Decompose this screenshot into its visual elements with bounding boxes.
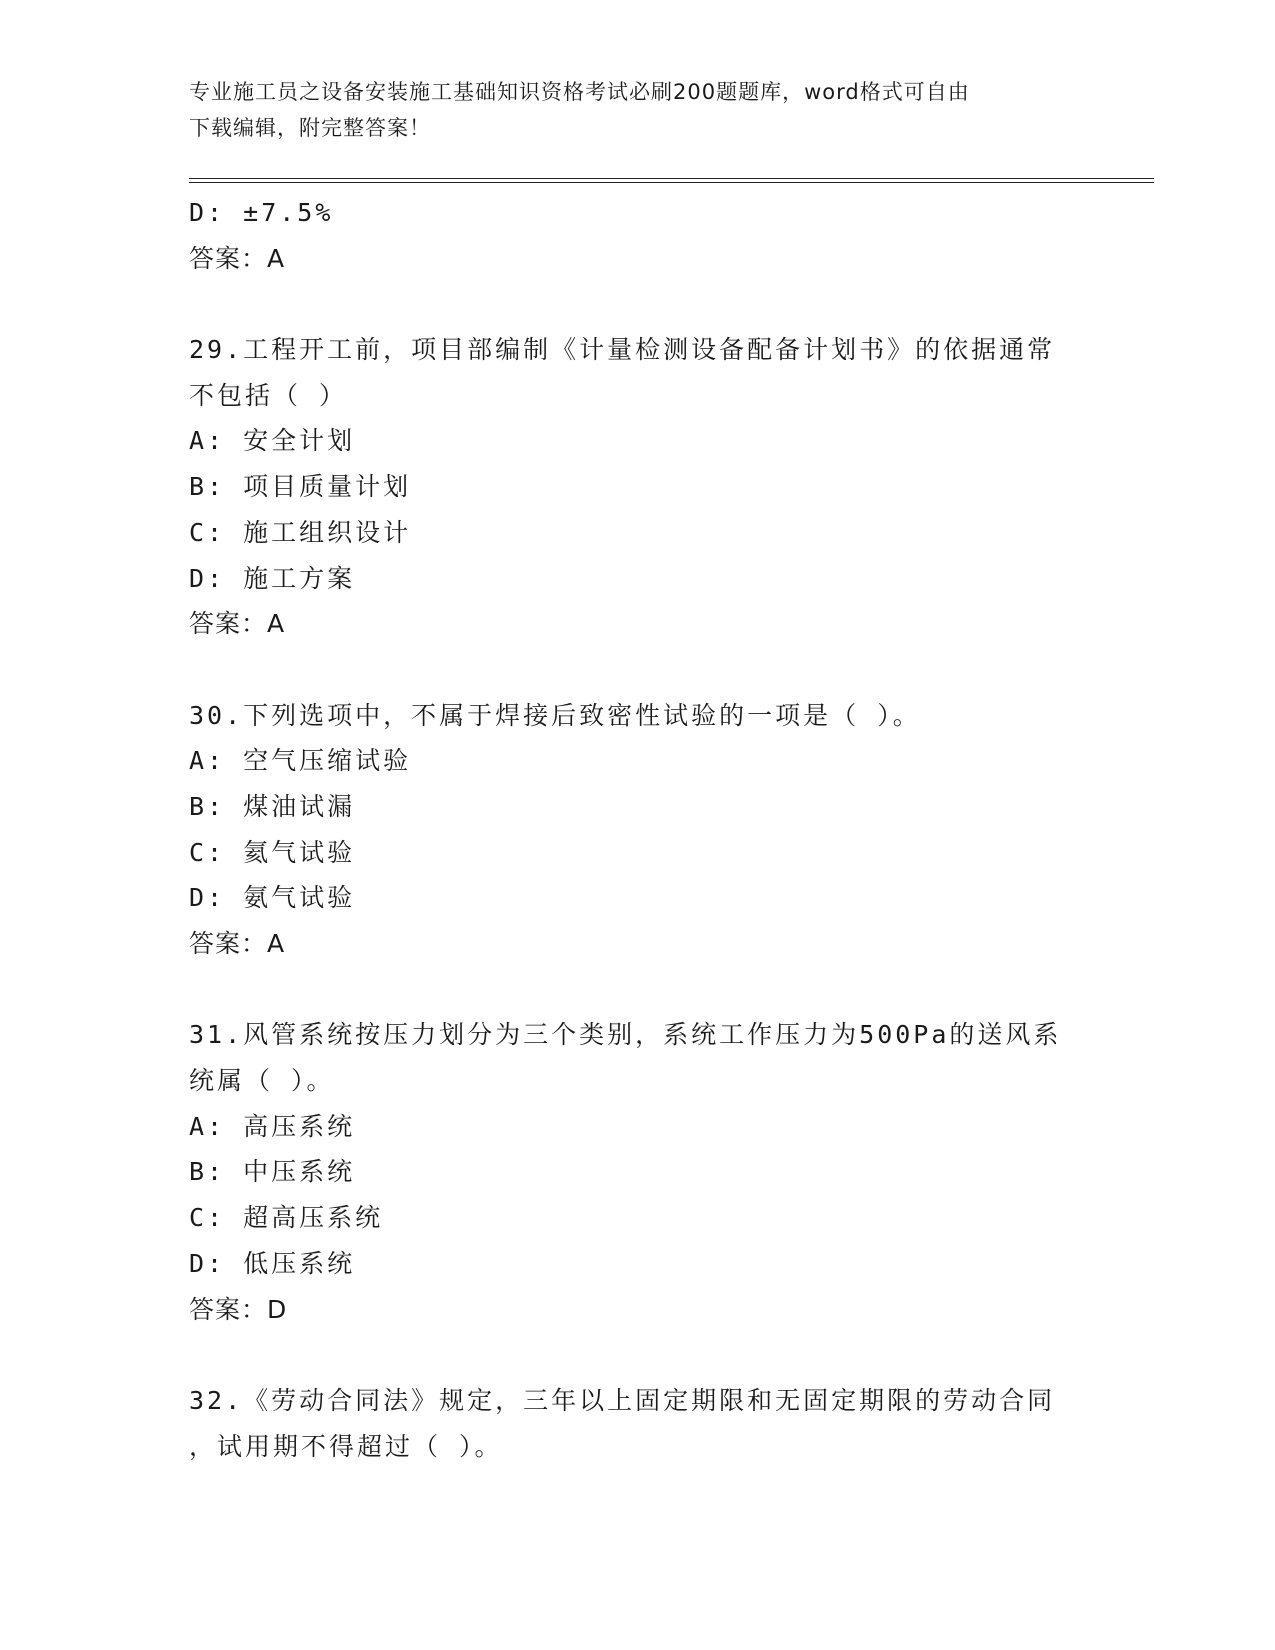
option-d: D: 低压系统 xyxy=(189,1248,356,1278)
header-divider-bottom xyxy=(189,182,1154,183)
option-b: B: 中压系统 xyxy=(189,1157,356,1187)
option-a: A: 空气压缩试验 xyxy=(189,746,412,776)
question-stem: 30.下列选项中，不属于焊接后致密性试验的一项是（ ）。 xyxy=(189,700,921,730)
question-stem-continued: 统属（ ）。 xyxy=(189,1066,335,1096)
header-divider-top xyxy=(189,178,1154,179)
option-c: C: 氦气试验 xyxy=(189,837,356,867)
question-32 xyxy=(189,1378,1089,1469)
question-30 xyxy=(189,693,1089,967)
question-stem-continued: ，试用期不得超过（ ）。 xyxy=(189,1431,503,1461)
option-c: C: 超高压系统 xyxy=(189,1203,384,1233)
option-a: A: 安全计划 xyxy=(189,426,356,456)
option-d: D: ±7.5% xyxy=(189,198,334,227)
header-line-2: 下载编辑，附完整答案！ xyxy=(189,116,431,140)
answer-line: 答案：A xyxy=(189,929,286,958)
answer-line: 答案：D xyxy=(189,1294,288,1324)
option-c: C: 施工组织设计 xyxy=(189,517,412,547)
page-header xyxy=(189,74,1069,146)
option-b: B: 项目质量计划 xyxy=(189,472,412,502)
header-line-1: 专业施工员之设备安装施工基础知识资格考试必刷200题题库，word格式可自由 xyxy=(189,80,970,104)
answer-line: 答案：A xyxy=(189,609,286,639)
question-31 xyxy=(189,1012,1089,1332)
option-a: A: 高压系统 xyxy=(189,1111,356,1141)
answer-line: 答案：A xyxy=(189,243,286,273)
option-b: B: 煤油试漏 xyxy=(189,791,356,821)
question-stem: 31.风管系统按压力划分为三个类别，系统工作压力为500Pa的送风系 xyxy=(189,1020,1062,1050)
question-list xyxy=(189,190,1089,1469)
question-stem: 29.工程开工前，项目部编制《计量检测设备配备计划书》的依据通常 xyxy=(189,335,1056,365)
option-d: D: 氨气试验 xyxy=(189,883,356,913)
question-29 xyxy=(189,327,1089,647)
question-stem-continued: 不包括（ ） xyxy=(189,380,348,410)
question-stem: 32.《劳动合同法》规定，三年以上固定期限和无固定期限的劳动合同 xyxy=(189,1385,1056,1415)
option-d: D: 施工方案 xyxy=(189,563,356,593)
